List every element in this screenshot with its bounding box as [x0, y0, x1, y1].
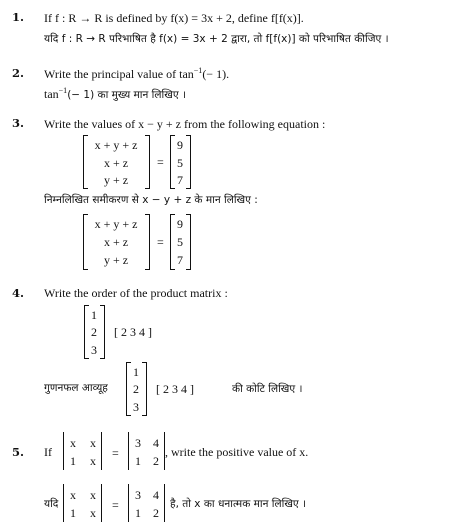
q5-det2-c: 1 — [135, 454, 141, 468]
q3-lhs-3-copy: y + z — [103, 253, 129, 267]
q5-equals: = — [112, 446, 119, 460]
q3-rhs-2-copy: 5 — [177, 235, 183, 249]
q3-lhs-1-copy: x + y + z — [94, 217, 138, 231]
q4-number: 4. — [12, 286, 25, 300]
q5-det2-d-copy: 2 — [153, 506, 159, 520]
q5-det1-c-copy: 1 — [70, 506, 76, 520]
q5-det1-a: x — [70, 436, 76, 450]
q4-text-en: Write the order of the product matrix : — [44, 286, 228, 300]
q4-col-2: 2 — [91, 325, 97, 339]
q1-text-hi: यदि f : R → R परिभाषित है f(x) = 3x + 2 द्वारा, तो f[f(x)] को परिभाषित कीजिए । — [44, 33, 389, 45]
q4-text-hi-post: की कोटि लिखिए । — [232, 383, 303, 395]
q3-lhs-2-copy: x + z — [103, 235, 129, 249]
q3-rhs-3: 7 — [177, 173, 183, 187]
q4-row-matrix-copy: [ 2 3 4 ] — [156, 382, 194, 396]
q5-text-en-post: , write the positive value of x. — [165, 445, 309, 459]
q4-row-matrix: [ 2 3 4 ] — [114, 325, 152, 339]
q5-det1-a-copy: x — [70, 488, 76, 502]
q2-text-en: Write the principal value of $\tan^{-1}(- 1)$. — [44, 66, 230, 81]
q5-number: 5. — [12, 445, 25, 459]
q5-equals-copy: = — [112, 498, 119, 512]
q4-text-hi-pre: गुणनफल आव्यूह — [44, 382, 108, 394]
q5-text-en-pre: If — [44, 445, 52, 459]
q5-det2-a-copy: 3 — [135, 488, 141, 502]
q5-det2-d: 2 — [153, 454, 159, 468]
q5-text-hi-post: है, तो x का धनात्मक मान लिखिए । — [170, 498, 307, 510]
q3-rhs-1: 9 — [177, 138, 183, 152]
q5-det2-b-copy: 4 — [153, 488, 159, 502]
q3-number: 3. — [12, 116, 25, 130]
q4-col-1-copy: 1 — [133, 365, 139, 379]
q1-text-en: If f : R → R is defined by f(x) = 3x + 2, define f[f(x)]. — [44, 11, 304, 25]
q3-rhs-3-copy: 7 — [177, 253, 183, 267]
q3-equals-copy: = — [157, 235, 164, 249]
q3-text-hi: निम्नलिखित समीकरण से x − y + z के मान लिखिए : — [44, 194, 258, 206]
q5-det2-a: 3 — [135, 436, 141, 450]
q4-col-2-copy: 2 — [133, 382, 139, 396]
q4-col-3: 3 — [91, 343, 97, 357]
q3-lhs-2: x + z — [103, 156, 129, 170]
q2-text-hi: $\tan^{-1}(- 1)$ का मुख्य मान लिखिए । — [44, 86, 186, 101]
q5-det2-b: 4 — [153, 436, 159, 450]
q4-col-1: 1 — [91, 308, 97, 322]
q3-rhs-2: 5 — [177, 156, 183, 170]
q5-det2-c-copy: 1 — [135, 506, 141, 520]
q4-col-3-copy: 3 — [133, 400, 139, 414]
q5-det1-d: x — [90, 454, 96, 468]
q3-text-en: Write the values of x − y + z from the following equation : — [44, 117, 326, 131]
q1-number: 1. — [12, 10, 25, 24]
q3-equals: = — [157, 155, 164, 169]
q2-number: 2. — [12, 66, 25, 80]
q5-det1-b: x — [90, 436, 96, 450]
q5-det1-d-copy: x — [90, 506, 96, 520]
q5-text-hi-pre: यदि — [44, 498, 59, 510]
q3-lhs-3: y + z — [103, 173, 129, 187]
q3-lhs-1: x + y + z — [94, 138, 138, 152]
q5-det1-c: 1 — [70, 454, 76, 468]
q5-det1-b-copy: x — [90, 488, 96, 502]
q3-rhs-1-copy: 9 — [177, 217, 183, 231]
